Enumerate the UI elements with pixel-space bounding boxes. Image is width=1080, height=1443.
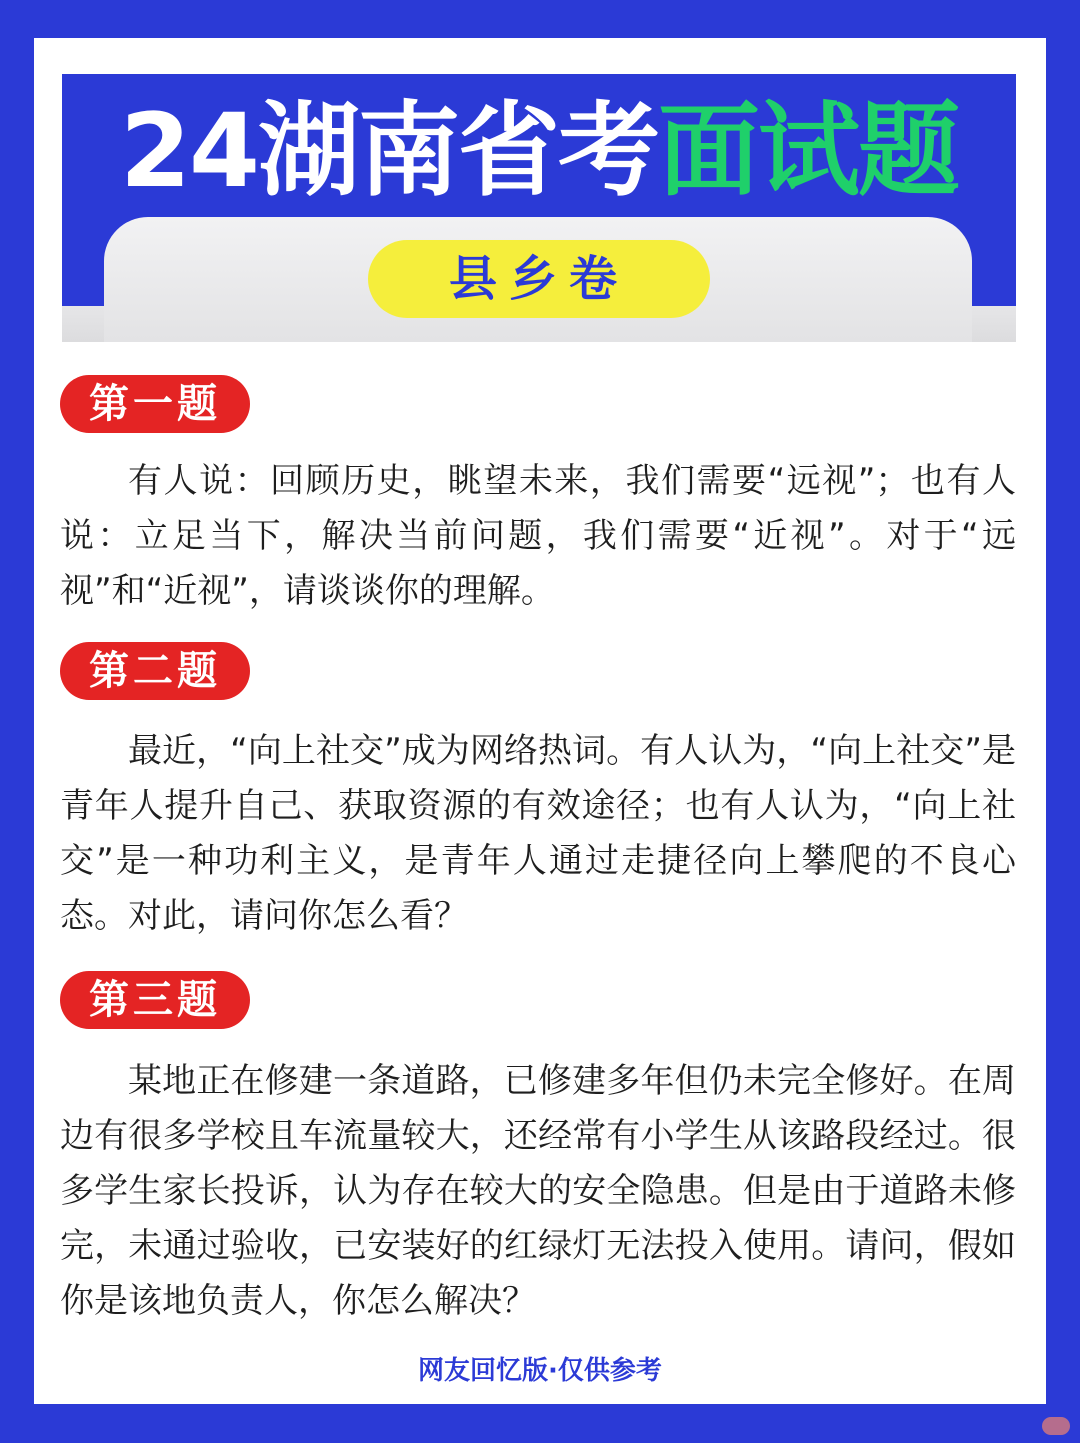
question-1-badge: 第一题 bbox=[60, 375, 250, 433]
question-3-badge: 第三题 bbox=[60, 971, 250, 1029]
question-1-text: 有人说：回顾历史，眺望未来，我们需要“远视”；也有人说：立足当下，解决当前问题，我们需要“近视”。对于“远视”和“近视”，请谈谈你的理解。 bbox=[60, 461, 1016, 611]
subtitle-badge: 县乡卷 bbox=[368, 240, 710, 318]
page-title bbox=[62, 92, 1016, 212]
footer-note: 网友回忆版·仅供参考 bbox=[418, 1356, 662, 1386]
question-2-badge: 第二题 bbox=[60, 642, 250, 700]
title-province-exam: 24湖南省考 bbox=[120, 92, 658, 211]
header-banner bbox=[62, 74, 1016, 342]
question-2-text: 最近，“向上社交”成为网络热词。有人认为，“向上社交”是青年人提升自己、获取资源的有效途径；也有人认为，“向上社交”是一种功利主义，是青年人通过走捷径向上攀爬的不良心态。对此，请问你怎么看？ bbox=[60, 731, 1016, 936]
title-interview-questions: 面试题 bbox=[657, 92, 958, 211]
question-3-text: 某地正在修建一条道路，已修建多年但仍未完全修好。在周边有很多学校且车流量较大，还经常有小学生从该路段经过。很多学生家长投诉，认为存在较大的安全隐患。但是由于道路未修完，未通过验收，已安装好的红绿灯无法投入使用。请问，假如你是该地负责人，你怎么解决？ bbox=[60, 1061, 1016, 1321]
content-card bbox=[34, 38, 1046, 1404]
watermark-logo bbox=[1042, 1417, 1070, 1435]
